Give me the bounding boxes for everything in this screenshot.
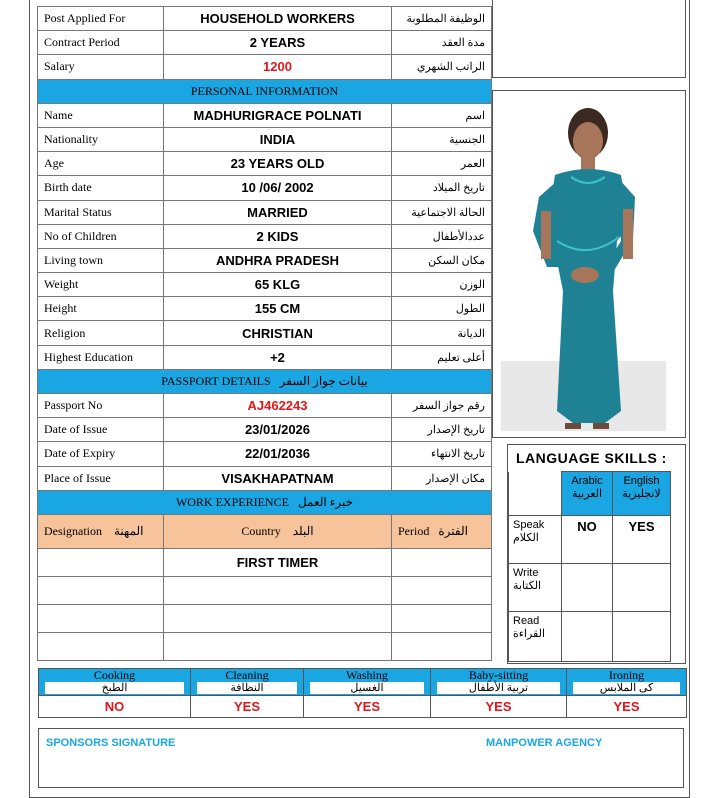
info-row xyxy=(38,103,492,127)
col-country xyxy=(164,514,392,548)
skill-ironing: Ironing کی الملابس xyxy=(567,669,687,696)
read-label: Read القراءة xyxy=(509,612,562,662)
section-work xyxy=(38,490,492,514)
work-columns xyxy=(38,514,492,548)
info-row xyxy=(38,321,492,345)
passport-header-ar: بيانات جواز السفر xyxy=(279,373,368,388)
row-arabic: الحالة الاجتماعية xyxy=(392,200,492,224)
arabic-post: الوظيفة المطلوبة xyxy=(392,7,492,31)
work-row xyxy=(38,604,492,632)
row-arabic: رقم جواز السفر xyxy=(392,394,492,418)
skill-washing: Washing الغسيل xyxy=(304,669,431,696)
manpower-agency-label: MANPOWER AGENCY xyxy=(486,737,603,749)
info-row xyxy=(38,394,492,418)
row-value: MARRIED xyxy=(164,200,392,224)
info-row xyxy=(38,273,492,297)
language-row-speak xyxy=(509,516,671,564)
row-label: Marital Status xyxy=(38,200,164,224)
language-table xyxy=(508,471,671,662)
skills-values-row xyxy=(39,696,687,718)
work-row xyxy=(38,576,492,604)
read-english xyxy=(613,612,671,662)
value-salary: 1200 xyxy=(164,55,392,79)
babysitting-value: YES xyxy=(431,696,567,718)
row-label: Name xyxy=(38,103,164,127)
info-row xyxy=(38,442,492,466)
row-value: 155 CM xyxy=(164,297,392,321)
row-arabic: مكان السكن xyxy=(392,248,492,272)
info-row xyxy=(38,345,492,369)
row-value: +2 xyxy=(164,345,392,369)
top-right-box xyxy=(492,0,686,78)
application-table xyxy=(37,6,492,661)
label-salary: Salary xyxy=(38,55,164,79)
value-contract: 2 YEARS xyxy=(164,31,392,55)
row-value: ANDHRA PRADESH xyxy=(164,248,392,272)
language-header-row xyxy=(509,472,671,516)
signature-area xyxy=(38,728,684,788)
row-salary xyxy=(38,55,492,79)
skills-header-row xyxy=(39,669,687,696)
language-row-write xyxy=(509,564,671,612)
label-contract: Contract Period xyxy=(38,31,164,55)
work-row xyxy=(38,548,492,576)
info-row xyxy=(38,418,492,442)
person-photo-illustration xyxy=(493,91,685,437)
row-value: AJ462243 xyxy=(164,394,392,418)
col-english xyxy=(613,472,671,516)
passport-rows xyxy=(38,394,492,491)
row-arabic: الجنسية xyxy=(392,127,492,151)
section-personal xyxy=(38,79,492,103)
col-english-label: English xyxy=(623,475,660,487)
row-contract xyxy=(38,31,492,55)
work-row xyxy=(38,632,492,660)
col-period-ar: الفترة xyxy=(438,523,468,538)
row-label: Highest Education xyxy=(38,345,164,369)
col-period-label: Period xyxy=(398,523,430,538)
skill-cooking: Cooking الطبخ xyxy=(39,669,191,696)
row-label: Date of Expiry xyxy=(38,442,164,466)
work-first-timer: FIRST TIMER xyxy=(164,548,392,576)
read-arabic xyxy=(562,612,613,662)
row-value: VISAKHAPATNAM xyxy=(164,466,392,490)
personal-header: PERSONAL INFORMATION xyxy=(38,79,492,103)
language-skills-box xyxy=(507,444,686,664)
col-country-ar: البلد xyxy=(292,523,314,538)
col-english-ar: لانجليزية xyxy=(622,488,661,500)
row-arabic: الديانة xyxy=(392,321,492,345)
row-arabic: أعلى تعليم xyxy=(392,345,492,369)
info-row xyxy=(38,248,492,272)
row-value: 22/01/2036 xyxy=(164,442,392,466)
info-row xyxy=(38,224,492,248)
write-english xyxy=(613,564,671,612)
row-value: 10 /06/ 2002 xyxy=(164,176,392,200)
row-arabic: تاريخ الإصدار xyxy=(392,418,492,442)
arabic-salary: الراتب الشهري xyxy=(392,55,492,79)
row-label: Date of Issue xyxy=(38,418,164,442)
info-row xyxy=(38,176,492,200)
row-value: INDIA xyxy=(164,127,392,151)
ironing-value: YES xyxy=(567,696,687,718)
col-designation-ar: المهنة xyxy=(114,523,144,538)
info-row xyxy=(38,152,492,176)
row-label: Age xyxy=(38,152,164,176)
col-arabic-ar: العربية xyxy=(571,488,603,500)
row-label: No of Children xyxy=(38,224,164,248)
row-arabic: العمر xyxy=(392,152,492,176)
row-arabic: الطول xyxy=(392,297,492,321)
row-label: Living town xyxy=(38,248,164,272)
write-arabic xyxy=(562,564,613,612)
col-designation-label: Designation xyxy=(44,523,102,538)
cooking-value: NO xyxy=(39,696,191,718)
col-designation xyxy=(38,514,164,548)
row-arabic: تاريخ الانتهاء xyxy=(392,442,492,466)
row-arabic: تاريخ الميلاد xyxy=(392,176,492,200)
value-post: HOUSEHOLD WORKERS xyxy=(164,7,392,31)
section-passport xyxy=(38,369,492,393)
skill-babysitting: Baby-sitting تربية الأطفال xyxy=(431,669,567,696)
row-label: Place of Issue xyxy=(38,466,164,490)
col-country-label: Country xyxy=(241,523,281,538)
work-header: WORK EXPERIENCE xyxy=(175,494,289,509)
row-label: Nationality xyxy=(38,127,164,151)
row-arabic: مكان الإصدار xyxy=(392,466,492,490)
info-row xyxy=(38,200,492,224)
speak-english: YES xyxy=(613,516,671,564)
washing-value: YES xyxy=(304,696,431,718)
sponsor-signature-label: SPONSORS SIGNATURE xyxy=(46,737,176,749)
cleaning-value: YES xyxy=(191,696,304,718)
row-value: CHRISTIAN xyxy=(164,321,392,345)
personal-rows xyxy=(38,103,492,369)
row-post xyxy=(38,7,492,31)
col-arabic-label: Arabic xyxy=(571,475,603,487)
row-label: Passport No xyxy=(38,394,164,418)
row-arabic: عددالأطفال xyxy=(392,224,492,248)
write-label: Write الكتابة xyxy=(509,564,562,612)
skills-table xyxy=(38,668,687,718)
row-label: Height xyxy=(38,297,164,321)
row-value: 2 KIDS xyxy=(164,224,392,248)
row-value: 23 YEARS OLD xyxy=(164,152,392,176)
work-header-ar: خبرء العمل xyxy=(297,494,354,509)
language-row-read xyxy=(509,612,671,662)
candidate-photo xyxy=(492,90,686,438)
info-row xyxy=(38,297,492,321)
speak-arabic: NO xyxy=(562,516,613,564)
row-value: 65 KLG xyxy=(164,273,392,297)
passport-header: PASSPORT DETAILS xyxy=(161,373,271,388)
row-value: 23/01/2026 xyxy=(164,418,392,442)
col-arabic xyxy=(562,472,613,516)
info-row xyxy=(38,466,492,490)
row-arabic: الوزن xyxy=(392,273,492,297)
info-row xyxy=(38,127,492,151)
col-period xyxy=(392,514,492,548)
arabic-contract: مدة العقد xyxy=(392,31,492,55)
row-arabic: اسم xyxy=(392,103,492,127)
skill-cleaning: Cleaning النظافة xyxy=(191,669,304,696)
row-label: Weight xyxy=(38,273,164,297)
row-value: MADHURIGRACE POLNATI xyxy=(164,103,392,127)
row-label: Birth date xyxy=(38,176,164,200)
row-label: Religion xyxy=(38,321,164,345)
label-post: Post Applied For xyxy=(38,7,164,31)
language-title: LANGUAGE SKILLS : xyxy=(516,450,667,466)
speak-label: Speak الكلام xyxy=(509,516,562,564)
